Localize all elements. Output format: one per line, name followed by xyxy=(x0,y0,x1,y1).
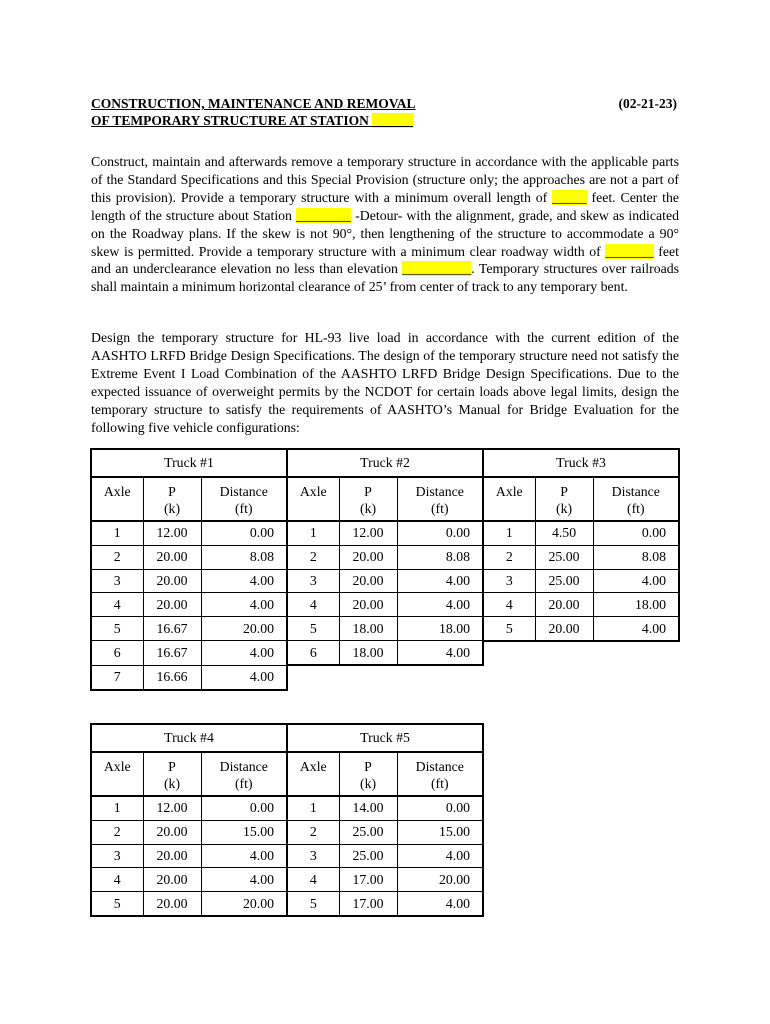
p-cell: 16.66 xyxy=(143,665,201,689)
p-cell: 16.67 xyxy=(143,641,201,665)
empty-cell xyxy=(535,641,593,665)
p-unit: (k) xyxy=(163,501,181,516)
p-cell: 20.00 xyxy=(339,593,397,617)
p-cell: 25.00 xyxy=(339,844,397,868)
distance-cell: 15.00 xyxy=(201,820,287,844)
table-row xyxy=(91,569,679,593)
distance-cell: 4.00 xyxy=(201,844,287,868)
distance-header xyxy=(397,477,483,521)
p-cell: 20.00 xyxy=(143,545,201,569)
truck-title: Truck #2 xyxy=(287,449,483,477)
axle-header: Axle xyxy=(287,477,339,521)
axle-cell: 5 xyxy=(91,892,143,916)
empty-cell xyxy=(397,665,483,689)
paragraph-design: Design the temporary structure for HL-93 live load in accordance with the current edition of the AASHTO LRFD Bridge Design Specifications. The design of the temporary structure need not satisfy the Extreme Event I Load Combination of the AASHTO LRFD Bridge Design Specifications. Due to the expected issuance of overweight permits by the NCDOT for certain loads above legal limits, design the temporary structure to satisfy the requirements of AASHTO’s Manual for Bridge Evaluation for the following five vehicle configurations: xyxy=(91,330,679,435)
axle-cell: 2 xyxy=(287,820,339,844)
distance-cell: 4.00 xyxy=(201,593,287,617)
distance-cell: 4.00 xyxy=(201,868,287,892)
distance-label: Distance xyxy=(415,759,464,774)
empty-cell xyxy=(535,665,593,689)
p-cell: 20.00 xyxy=(143,844,201,868)
truck-title: Truck #5 xyxy=(287,724,483,752)
p-cell: 20.00 xyxy=(535,617,593,641)
distance-cell: 4.00 xyxy=(201,569,287,593)
axle-cell: 1 xyxy=(287,521,339,545)
distance-cell: 18.00 xyxy=(397,617,483,641)
empty-cell xyxy=(339,665,397,689)
axle-cell: 1 xyxy=(287,796,339,820)
axle-cell: 2 xyxy=(287,545,339,569)
heading-line-2 xyxy=(91,112,681,129)
empty-cell xyxy=(593,641,679,665)
distance-label: Distance xyxy=(415,484,464,499)
p-header xyxy=(339,477,397,521)
distance-unit: (ft) xyxy=(430,501,449,516)
distance-cell: 15.00 xyxy=(397,820,483,844)
table-row xyxy=(91,617,679,641)
distance-cell: 4.00 xyxy=(397,892,483,916)
axle-cell: 3 xyxy=(287,569,339,593)
distance-cell: 20.00 xyxy=(397,868,483,892)
axle-cell: 4 xyxy=(287,593,339,617)
truck-table-1-3 xyxy=(90,448,680,691)
axle-cell: 5 xyxy=(287,892,339,916)
axle-cell: 4 xyxy=(91,868,143,892)
table-row xyxy=(91,892,483,916)
empty-cell xyxy=(593,665,679,689)
distance-cell: 20.00 xyxy=(201,617,287,641)
axle-header: Axle xyxy=(287,752,339,796)
p-cell: 20.00 xyxy=(143,868,201,892)
table-row xyxy=(91,844,483,868)
table-row xyxy=(91,641,679,665)
p-unit: (k) xyxy=(359,501,377,516)
p-cell: 20.00 xyxy=(143,892,201,916)
p-unit: (k) xyxy=(359,776,377,791)
distance-cell: 4.00 xyxy=(593,617,679,641)
column-header-row xyxy=(91,752,483,796)
column-header-row xyxy=(91,477,679,521)
p-cell: 25.00 xyxy=(535,545,593,569)
table-row xyxy=(91,545,679,569)
p-header xyxy=(535,477,593,521)
truck-title: Truck #4 xyxy=(91,724,287,752)
axle-cell: 2 xyxy=(91,820,143,844)
roadway-width-blank: _______ xyxy=(605,243,654,259)
axle-cell: 2 xyxy=(483,545,535,569)
p-cell: 4.50 xyxy=(535,521,593,545)
truck-table-4-5 xyxy=(90,723,484,917)
distance-cell: 8.08 xyxy=(397,545,483,569)
p-label: P xyxy=(364,759,372,774)
p-unit: (k) xyxy=(555,501,573,516)
p-label: P xyxy=(168,484,176,499)
p-header xyxy=(143,477,201,521)
station-blank: ______ xyxy=(372,113,413,128)
distance-cell: 4.00 xyxy=(397,569,483,593)
truck-title: Truck #3 xyxy=(483,449,679,477)
distance-unit: (ft) xyxy=(626,501,645,516)
p-cell: 18.00 xyxy=(339,641,397,665)
empty-cell xyxy=(483,641,535,665)
distance-unit: (ft) xyxy=(234,501,253,516)
p-cell: 12.00 xyxy=(143,521,201,545)
table-row xyxy=(91,820,483,844)
p-cell: 14.00 xyxy=(339,796,397,820)
table-row xyxy=(91,796,483,820)
distance-cell: 0.00 xyxy=(593,521,679,545)
distance-cell: 8.08 xyxy=(593,545,679,569)
p-cell: 20.00 xyxy=(143,820,201,844)
distance-cell: 0.00 xyxy=(201,521,287,545)
distance-cell: 4.00 xyxy=(201,665,287,689)
distance-label: Distance xyxy=(611,484,660,499)
distance-label: Distance xyxy=(219,759,268,774)
axle-cell: 6 xyxy=(91,641,143,665)
p-cell: 20.00 xyxy=(143,569,201,593)
paragraph-construct xyxy=(91,153,679,296)
distance-header xyxy=(201,477,287,521)
axle-cell: 1 xyxy=(483,521,535,545)
axle-cell: 3 xyxy=(91,844,143,868)
axle-cell: 5 xyxy=(483,617,535,641)
distance-cell: 0.00 xyxy=(397,796,483,820)
length-blank: _____ xyxy=(552,189,587,205)
p-label: P xyxy=(364,484,372,499)
table-row xyxy=(91,868,483,892)
axle-cell: 3 xyxy=(483,569,535,593)
axle-cell: 3 xyxy=(287,844,339,868)
axle-cell: 4 xyxy=(91,593,143,617)
para1-text-5: . Temporary structures over railroads shall maintain a minimum horizontal clearance of 25’ from center of track to any temporary bent. xyxy=(91,261,679,295)
p-cell: 12.00 xyxy=(339,521,397,545)
p-cell: 18.00 xyxy=(339,617,397,641)
distance-cell: 4.00 xyxy=(397,641,483,665)
distance-header xyxy=(593,477,679,521)
revision-date: (02-21-23) xyxy=(618,96,677,111)
p-unit: (k) xyxy=(163,776,181,791)
p-cell: 20.00 xyxy=(143,593,201,617)
truck-title-row xyxy=(91,724,483,752)
distance-cell: 4.00 xyxy=(593,569,679,593)
p-cell: 16.67 xyxy=(143,617,201,641)
distance-cell: 0.00 xyxy=(397,521,483,545)
p-cell: 17.00 xyxy=(339,892,397,916)
axle-header: Axle xyxy=(91,477,143,521)
provision-heading xyxy=(91,95,681,129)
axle-cell: 5 xyxy=(287,617,339,641)
axle-header: Axle xyxy=(483,477,535,521)
p-cell: 20.00 xyxy=(535,593,593,617)
axle-cell: 1 xyxy=(91,796,143,820)
axle-cell: 4 xyxy=(287,868,339,892)
p-cell: 17.00 xyxy=(339,868,397,892)
distance-unit: (ft) xyxy=(234,776,253,791)
p-cell: 25.00 xyxy=(339,820,397,844)
p-cell: 25.00 xyxy=(535,569,593,593)
elevation-blank: __________ xyxy=(402,261,472,277)
axle-cell: 1 xyxy=(91,521,143,545)
distance-label: Distance xyxy=(219,484,268,499)
axle-cell: 2 xyxy=(91,545,143,569)
distance-cell: 20.00 xyxy=(201,892,287,916)
axle-cell: 3 xyxy=(91,569,143,593)
truck-title-row xyxy=(91,449,679,477)
distance-unit: (ft) xyxy=(430,776,449,791)
distance-cell: 4.00 xyxy=(397,593,483,617)
distance-cell: 4.00 xyxy=(201,641,287,665)
axle-cell: 6 xyxy=(287,641,339,665)
truck-title: Truck #1 xyxy=(91,449,287,477)
empty-cell xyxy=(287,665,339,689)
para1-text-3: -Detour- with the alignment, grade, and skew as indicated on the Roadway plans. If the skew is not 90°, then lengthening of the structure to accommodate a 90° skew is permitted. Provide a temporary structure with a minimum clear roadway width of xyxy=(91,207,679,259)
distance-cell: 8.08 xyxy=(201,545,287,569)
heading-line-2-text: OF TEMPORARY STRUCTURE AT STATION xyxy=(91,113,373,128)
distance-cell: 0.00 xyxy=(201,796,287,820)
table-row xyxy=(91,593,679,617)
p-cell: 20.00 xyxy=(339,569,397,593)
table-row xyxy=(91,665,679,689)
empty-cell xyxy=(483,665,535,689)
p-label: P xyxy=(168,759,176,774)
p-cell: 12.00 xyxy=(143,796,201,820)
axle-cell: 5 xyxy=(91,617,143,641)
distance-header xyxy=(201,752,287,796)
axle-header: Axle xyxy=(91,752,143,796)
axle-cell: 7 xyxy=(91,665,143,689)
p-header xyxy=(143,752,201,796)
p-header xyxy=(339,752,397,796)
axle-cell: 4 xyxy=(483,593,535,617)
para1-text-1: Construct, maintain and afterwards remove a temporary structure in accordance with the applicable parts of the Standard Specifications and this Special Provision (structure only; the approaches are not a part of this provision). Provide a temporary structure with a minimum overall length of xyxy=(91,154,679,205)
center-station-blank: ________ xyxy=(295,207,352,223)
table-row xyxy=(91,521,679,545)
heading-line-1: CONSTRUCTION, MAINTENANCE AND REMOVAL xyxy=(91,96,416,111)
p-cell: 20.00 xyxy=(339,545,397,569)
distance-cell: 18.00 xyxy=(593,593,679,617)
para1-text-4: feet and an underclearance elevation no less than elevation xyxy=(91,243,679,277)
p-label: P xyxy=(560,484,568,499)
distance-header xyxy=(397,752,483,796)
para1-text-2: feet. Center the length of the structure about Station xyxy=(91,189,679,223)
distance-cell: 4.00 xyxy=(397,844,483,868)
